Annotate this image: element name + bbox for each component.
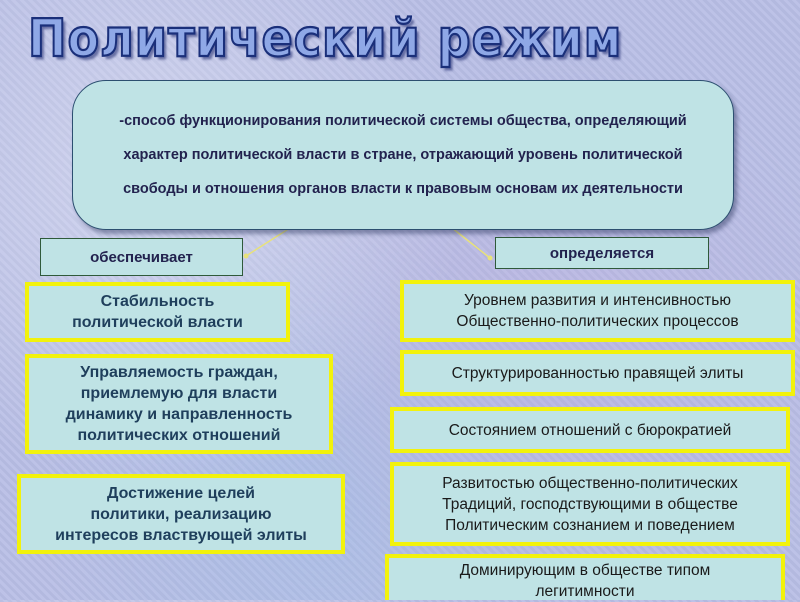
right-box-legitimacy <box>385 554 785 600</box>
connector-left <box>246 228 290 256</box>
right-box-elite-structure <box>400 350 795 396</box>
definition-text: -способ функционирования политической системы общества, определяющий характер политической власти в стране, отражающий уровень политической свободы и отношения органов власти к правовым основам их деятельности <box>119 113 687 197</box>
label-provides <box>40 238 243 276</box>
right-box-development-level-text: Уровнем развития и интенсивностью Общественно-политических процессов <box>456 292 739 330</box>
connector-right-dot <box>488 256 493 261</box>
label-determined-text: определяется <box>549 244 655 262</box>
page-title: Политический режим <box>28 8 623 69</box>
left-box-stability <box>25 282 290 342</box>
right-box-bureaucracy <box>390 407 790 453</box>
right-box-elite-structure-text: Структурированностью правящей элиты <box>451 364 744 382</box>
right-box-traditions-text: Развитостью общественно-политических Традиций, господствующими в обществе Политическим сознанием и поведением <box>442 474 738 534</box>
definition-box <box>72 80 734 230</box>
left-box-governability <box>25 354 333 454</box>
left-box-stability-text: Стабильность политической власти <box>72 293 243 331</box>
right-box-legitimacy-text: Доминирующим в обществе типом легитимности <box>459 562 711 600</box>
right-box-development-level <box>400 280 795 342</box>
right-box-bureaucracy-text: Состоянием отношений с бюрократией <box>448 421 732 439</box>
label-determined <box>495 237 709 269</box>
connector-right <box>452 228 490 258</box>
left-box-goals-text: Достижение целей политики, реализацию интересов властвующей элиты <box>55 484 307 544</box>
right-box-traditions <box>390 462 790 546</box>
left-box-governability-text: Управляемость граждан, приемлемую для власти динамику и направленность политических отношений <box>65 364 293 444</box>
left-box-goals <box>17 474 345 554</box>
connector-left-dot <box>244 254 249 259</box>
label-provides-text: обеспечивает <box>90 248 193 266</box>
